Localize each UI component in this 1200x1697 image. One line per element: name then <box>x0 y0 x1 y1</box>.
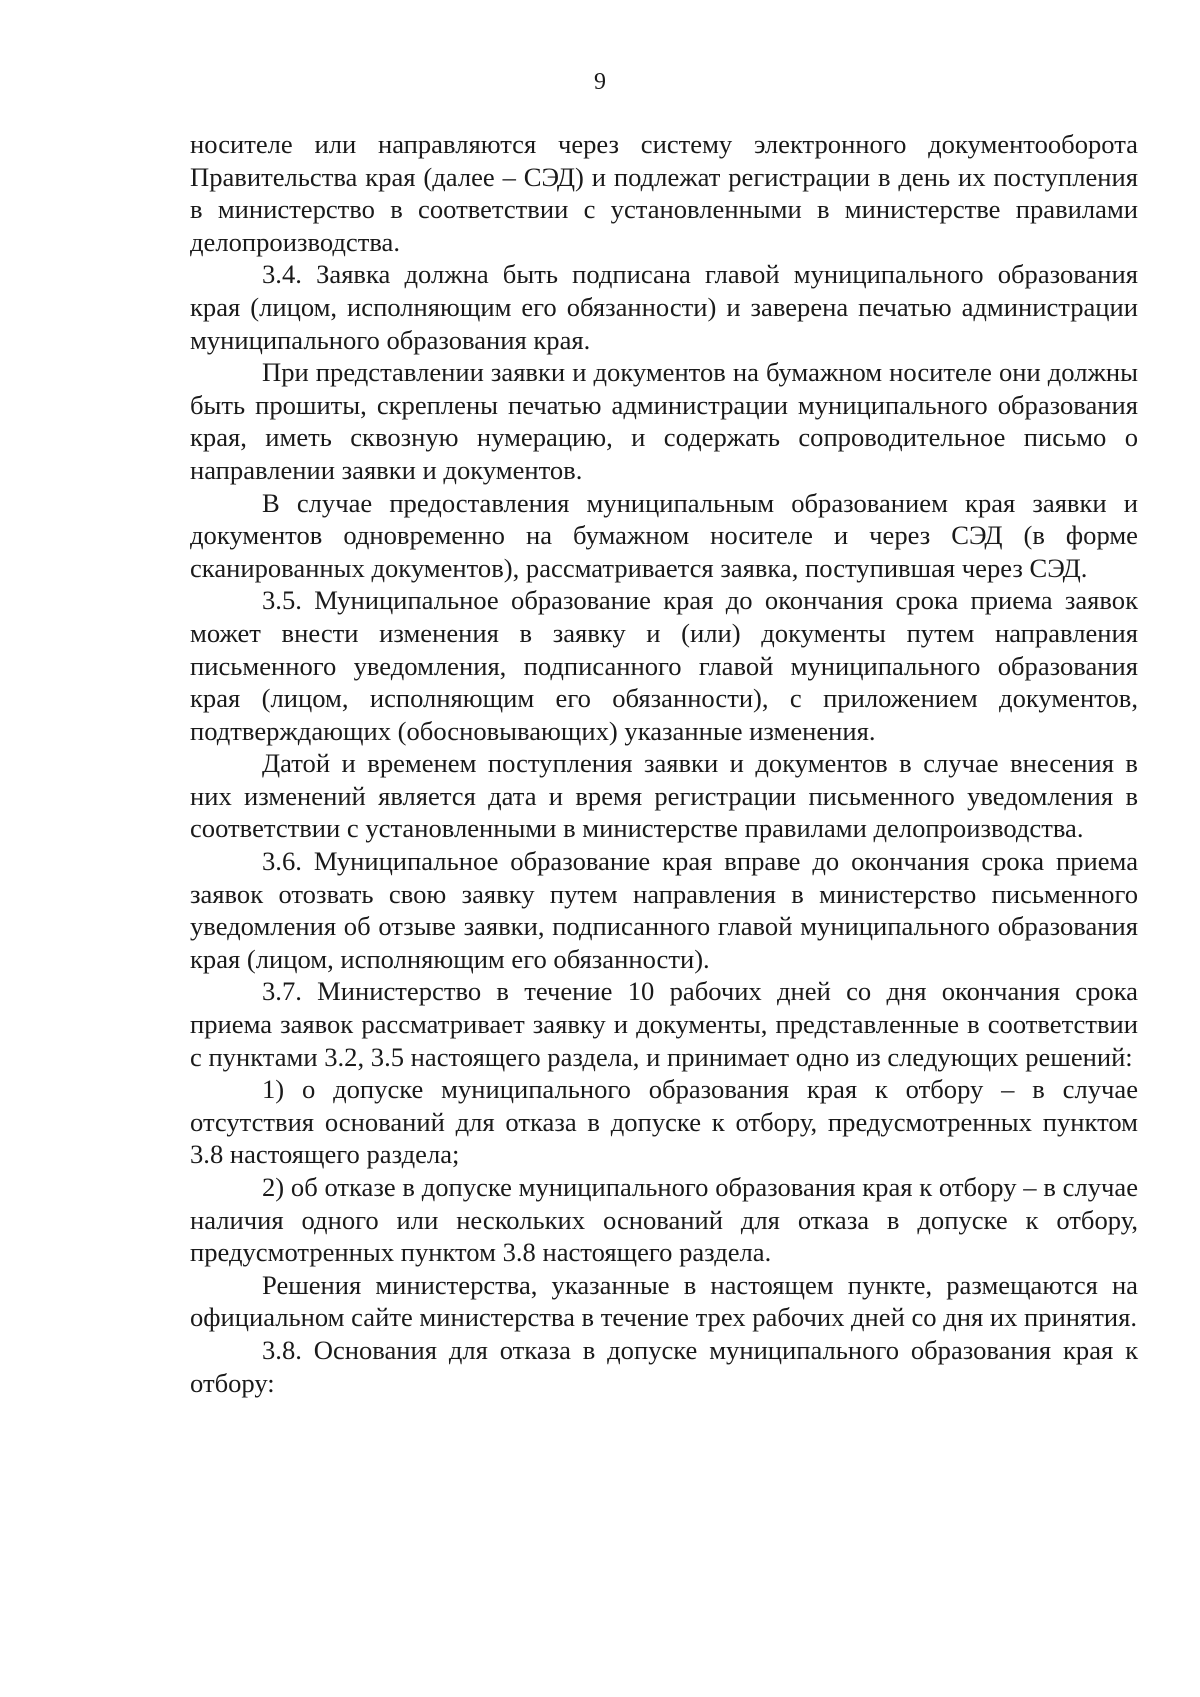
paragraph-3-5: 3.5. Муниципальное образование края до окончания срока приема заявок может внести изменения в заявку и (или) документы путем направления письменного уведомления, подписанного главой муниципального образования края (лицом, исполняющим его обязанности), с приложением документов, подтверждающих (обосновывающих) указанные изменения. <box>190 585 1138 746</box>
paragraph-simultaneous-submission: В случае предоставления муниципальным образованием края заявки и документов одновременно на бумажном носителе и через СЭД (в форме сканированных документов), рассматривается заявка, поступившая через СЭД. <box>190 487 1138 583</box>
paragraph-3-4: 3.4. Заявка должна быть подписана главой муниципального образования края (лицом, исполняющим его обязанности) и заверена печатью администрации муниципального образования края. <box>190 259 1138 355</box>
paragraph-3-6: 3.6. Муниципальное образование края вправе до окончания срока приема заявок отозвать свою заявку путем направления в министерство письменного уведомления об отзыве заявки, подписанного главой муниципального образования края (лицом, исполняющим его обязанности). <box>190 846 1138 974</box>
paragraph-3-8: 3.8. Основания для отказа в допуске муниципального образования края к отбору: <box>190 1334 1138 1398</box>
paragraph-3-7: 3.7. Министерство в течение 10 рабочих дней со дня окончания срока приема заявок рассматривает заявку и документы, представленные в соответствии с пунктами 3.2, 3.5 настоящего раздела, и принимает одно из следующих решений: <box>190 976 1138 1072</box>
paragraph-decision-1: 1) о допуске муниципального образования края к отбору – в случае отсутствия оснований для отказа в допуске к отбору, предусмотренных пунктом 3.8 настоящего раздела; <box>190 1074 1138 1170</box>
paragraph-change-date: Датой и временем поступления заявки и документов в случае внесения в них изменений является дата и время регистрации письменного уведомления в соответствии с установленными в министерстве правилами делопроизводства. <box>190 748 1138 844</box>
paragraph-paper-submission: При представлении заявки и документов на бумажном носителе они должны быть прошиты, скреплены печатью администрации муниципального образования края, иметь сквозную нумерацию, и содержать сопроводительное письмо о направлении заявки и документов. <box>190 357 1138 485</box>
paragraph-decision-2: 2) об отказе в допуске муниципального образования края к отбору – в случае наличия одного или нескольких оснований для отказа в допуске к отбору, предусмотренных пунктом 3.8 настоящего раздела. <box>190 1172 1138 1268</box>
paragraph-continuation: носителе или направляются через систему электронного документооборота Правительства края (далее – СЭД) и подлежат регистрации в день их поступления в министерство в соответствии с установленными в министерстве правилами делопроизводства. <box>190 129 1138 257</box>
paragraph-decisions-published: Решения министерства, указанные в настоящем пункте, размещаются на официальном сайте министерства в течение трех рабочих дней со дня их принятия. <box>190 1269 1138 1333</box>
page-number: 9 <box>594 69 606 95</box>
document-body <box>190 128 1138 1399</box>
